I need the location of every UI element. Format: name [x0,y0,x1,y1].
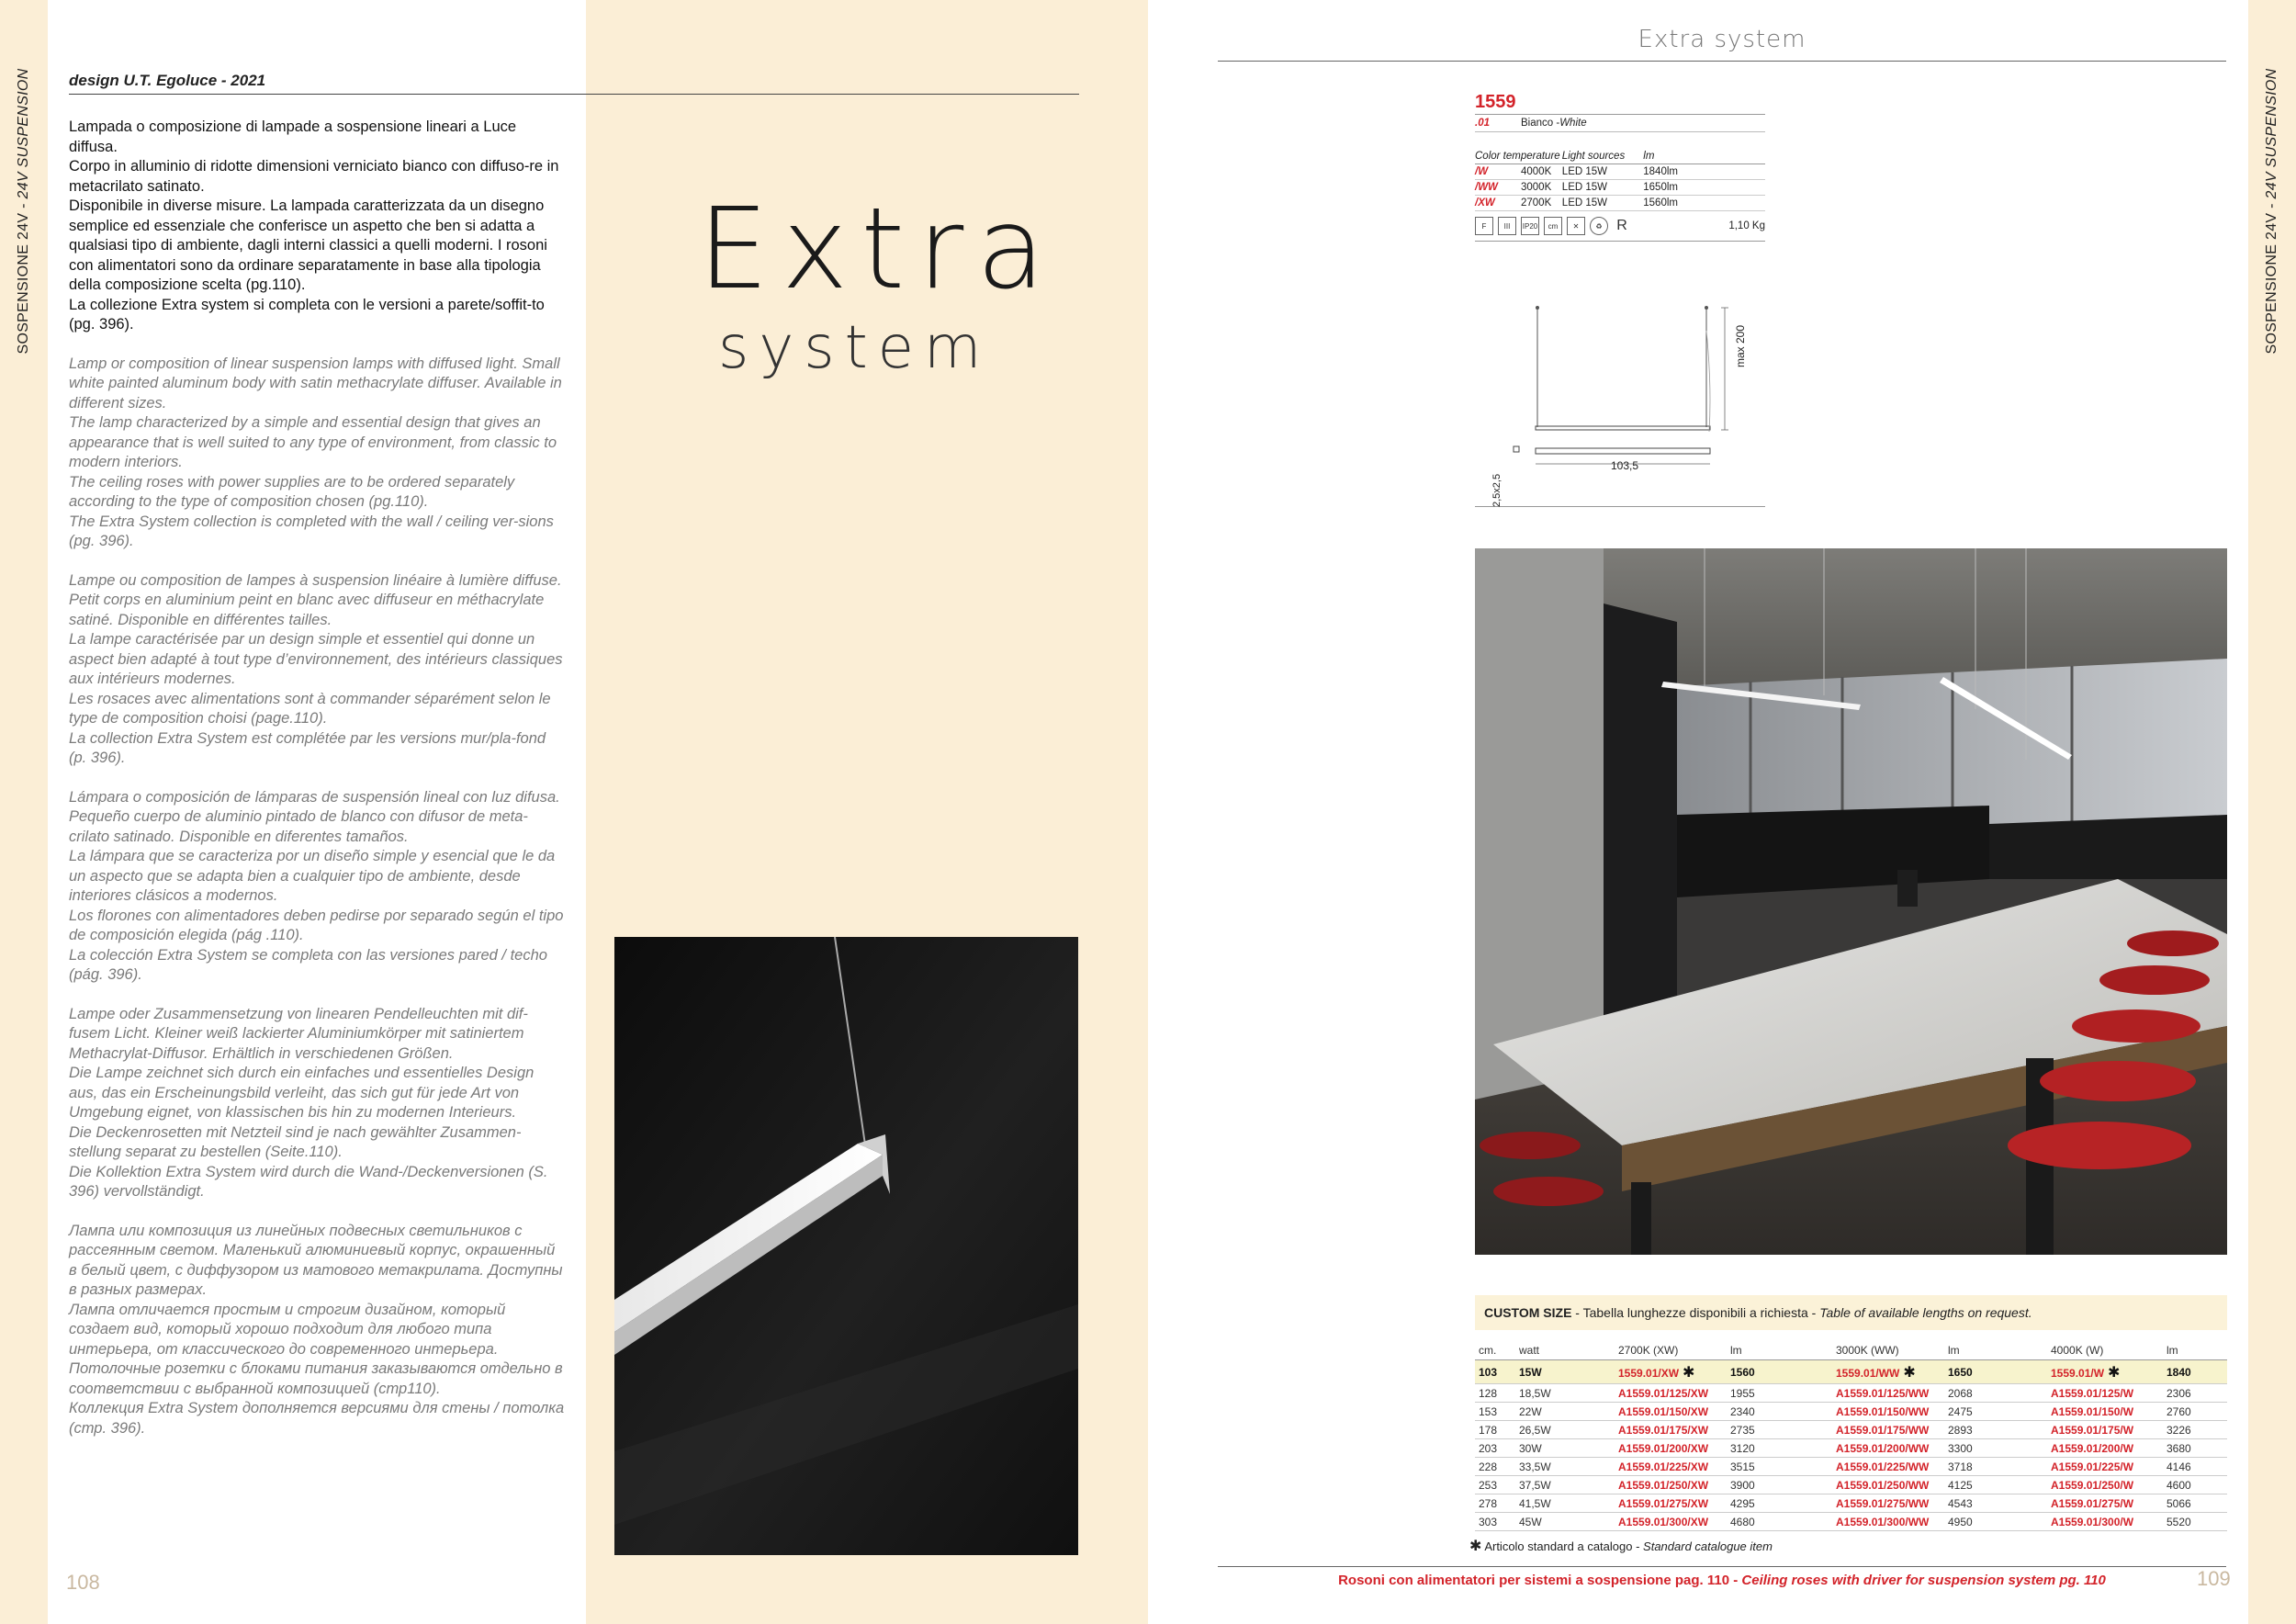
table-row: 303 45W A1559.01/300/XW 4680 A1559.01/300/WW 4950 A1559.01/300/W 5520 [1475,1513,2227,1531]
ip20-icon: IP20 [1521,217,1539,235]
description-en: Lamp or composition of linear suspension lamps with diffused light. Small white painted aluminum body with satin methacrylate diffuser. Available in different sizes. The lamp characterized by a simple and essential design that gives an appearance that is well suited to any type of environment, from classic to modern interiors. The ceiling roses with power supplies are to be ordered separately according to the type of composition chosen (pg.110). The Extra System collection is completed with the wall / ceiling ver-sions (pg. 396). [69,355,562,549]
sizes-table-header: cm. watt 2700K (XW) lm 3000K (WW) lm 4000K (W) lm [1475,1341,2227,1360]
description-es: Lámpara o composición de lámparas de suspensión lineal con luz difusa. Pequeño cuerpo de aluminio pintado de blanco con difusor de meta-crilato satinado. Disponible en diferentes tamaños. La lámpara que se caracteriza por un diseño simple y esencial que le da un aspecto que se adapta bien a cualquier tipo de ambiente, desde interiores clásicos a modernos. Los florones con alimentadores deben pedirse por separado según el tipo de composición elegida (pág .110). La colección Extra System se completa con las versiones pared / techo (pág. 396). [69,788,564,983]
spec-block [1475,92,1765,242]
distance-icon: cm [1544,217,1562,235]
spec-row: /WW 3000K LED 15W 1650lm [1475,180,1765,196]
sizes-table [1475,1341,2227,1531]
spine-right-label: SOSPENSIONE 24V - 24V SUSPENSION [2264,68,2279,355]
weight-value: 1,10 Kg [1728,220,1765,231]
dimension-height: max 200 [1734,324,1747,367]
lamp-closeup-photo [614,937,1078,1555]
description-ru: Лампа или композиция из линейных подвесных светильников с рассеянным светом. Маленький алюминиевый корпус, окрашенный в белый цвет, с диффузором из матового метакрилата. Доступны в разных размерах. Лампа отличается простым и строгим дизайном, который создает вид, который хорошо подходит для любого типа интерьера, от классического до современного интерьера. Потолочные розетки с блоками питания заказываются отдельно в соответствии с выбранной композицией (стр110). Коллекция Extra System дополняется версиями для стены / потолка (стр. 396). [69,1222,565,1437]
recycle-icon: ♻ [1590,217,1608,235]
description-de: Lampe oder Zusammensetzung von linearen Pendelleuchten mit dif-fusem Licht. Kleiner weiß lackierter Aluminiumkörper mit satiniertem Methacrylat-Diffusor. Erhältlich in verschiedenen Größen. Die Lampe zeichnet sich durch ein einfaches und essentielles Design aus, das ein Erscheinungsbild verleiht, das sich gut für jede Art von Umgebung eignet, von klassischen bis hin zu modernen Interieurs. Die Deckenrosetten mit Netzteil sind je nach gewählter Zusammen-stellung separat zu bestellen (Seite.110). Die Kollektion Extra System wird durch die Wand-/Deckenversionen (S. 396) vervollständigt. [69,1005,548,1200]
product-title: Extra [698,184,1059,314]
table-row: 228 33,5W A1559.01/225/XW 3515 A1559.01/225/WW 3718 A1559.01/225/W 4146 [1475,1458,2227,1476]
description-fr: Lampe ou composition de lampes à suspension linéaire à lumière diffuse. Petit corps en aluminium peint en blanc avec diffuseur en méthacrylate satiné. Disponible en différentes tailles. La lampe caractérisée par un design simple et essentiel qui donne un aspect bien adapté à tout type d’environnement, des intérieurs classiques aux intérieurs modernes. Les rosaces avec alimentations sont à commander séparément selon le type de composition choisi (page.110). La collection Extra System est complétée par les versions mur/pla-fond (p. 396). [69,571,563,766]
left-spine [0,0,48,1624]
installation-photo [1475,548,2227,1255]
description-column [69,118,565,1458]
table-row: 253 37,5W A1559.01/250/XW 3900 A1559.01/250/WW 4125 A1559.01/250/W 4600 [1475,1476,2227,1494]
dimension-section: 2,5x2,5 [1491,473,1503,507]
table-row: 278 41,5W A1559.01/275/XW 4295 A1559.01/275/WW 4543 A1559.01/275/W 5066 [1475,1494,2227,1513]
star-icon: ✱ [1903,1364,1916,1381]
page-footer: Rosoni con alimentatori per sistemi a sospensione pag. 110 - Ceiling roses with driver for suspension system pg. 110 [1218,1566,2226,1588]
class-iii-icon: III [1498,217,1516,235]
certification-icons [1475,217,1765,242]
technical-drawing [1475,294,1765,507]
page-number-right: 109 [2197,1567,2231,1590]
product-subtitle: system [718,314,992,382]
table-row: 128 18,5W A1559.01/125/XW 1955 A1559.01/125/WW 2068 A1559.01/125/W 2306 [1475,1384,2227,1403]
spec-row: /XW 2700K LED 15W 1560lm [1475,196,1765,211]
table-row: 178 26,5W A1559.01/175/XW 2735 A1559.01/175/WW 2893 A1559.01/175/W 3226 [1475,1421,2227,1439]
page-header: Extra system [1218,26,2226,62]
table-row: 203 30W A1559.01/200/XW 3120 A1559.01/200/WW 3300 A1559.01/200/W 3680 [1475,1439,2227,1458]
standard-item-note: ✱ Articolo standard a catalogo - Standard catalogue item [1469,1539,1773,1554]
light-spec-table: Color temperature Light sources lm /W 4000K LED 15W 1840lm /WW 3000K LED 15W 1650lm /XW 2700K LED 15W 1560lm [1475,149,1765,211]
r-mark-icon: R [1616,218,1627,233]
right-spine [2248,0,2296,1624]
f-mark-icon: F [1475,217,1493,235]
spec-row: /W 4000K LED 15W 1840lm [1475,164,1765,180]
no-dimmer-icon: ✕ [1567,217,1585,235]
page-number-left: 108 [66,1571,100,1594]
product-code: 1559 [1475,92,1765,115]
custom-size-banner: CUSTOM SIZE - Tabella lunghezze disponibili a richiesta - Table of available lengths on request. [1475,1295,2227,1330]
table-row: 153 22W A1559.01/150/XW 2340 A1559.01/150/WW 2475 A1559.01/150/W 2760 [1475,1403,2227,1421]
star-icon: ✱ [2108,1364,2121,1381]
table-row: 103 15W 1559.01/XW ✱ 1560 1559.01/WW ✱ 1650 1559.01/W ✱ 1840 [1475,1360,2227,1384]
description-it: Lampada o composizione di lampade a sospensione lineari a Luce diffusa. Corpo in alluminio di ridotte dimensioni verniciato bianco con diffuso-re in metacrilato satinato. Disponibile in diverse misure. La lampada caratterizzata da un disegno semplice ed essenziale che conferisce un aspetto che ben si adatta a qualsiasi tipo di ambiente, dagli interni classici a quelli moderni. I rosoni con alimentatori sono da ordinare separatamente in base alla tipologia della composizione scelta (pg.110). La collezione Extra system si completa con le versioni a parete/soffit-to (pg. 396). [69,118,559,333]
spine-left-label: SOSPENSIONE 24V - 24V SUSPENSION [16,68,31,355]
dimension-length: 103,5 [1611,459,1639,472]
star-icon: ✱ [1683,1364,1695,1381]
design-credit: design U.T. Egoluce - 2021 [69,72,1079,95]
finish-row: .01 Bianco - White [1475,115,1765,132]
star-icon: ✱ [1469,1539,1482,1554]
